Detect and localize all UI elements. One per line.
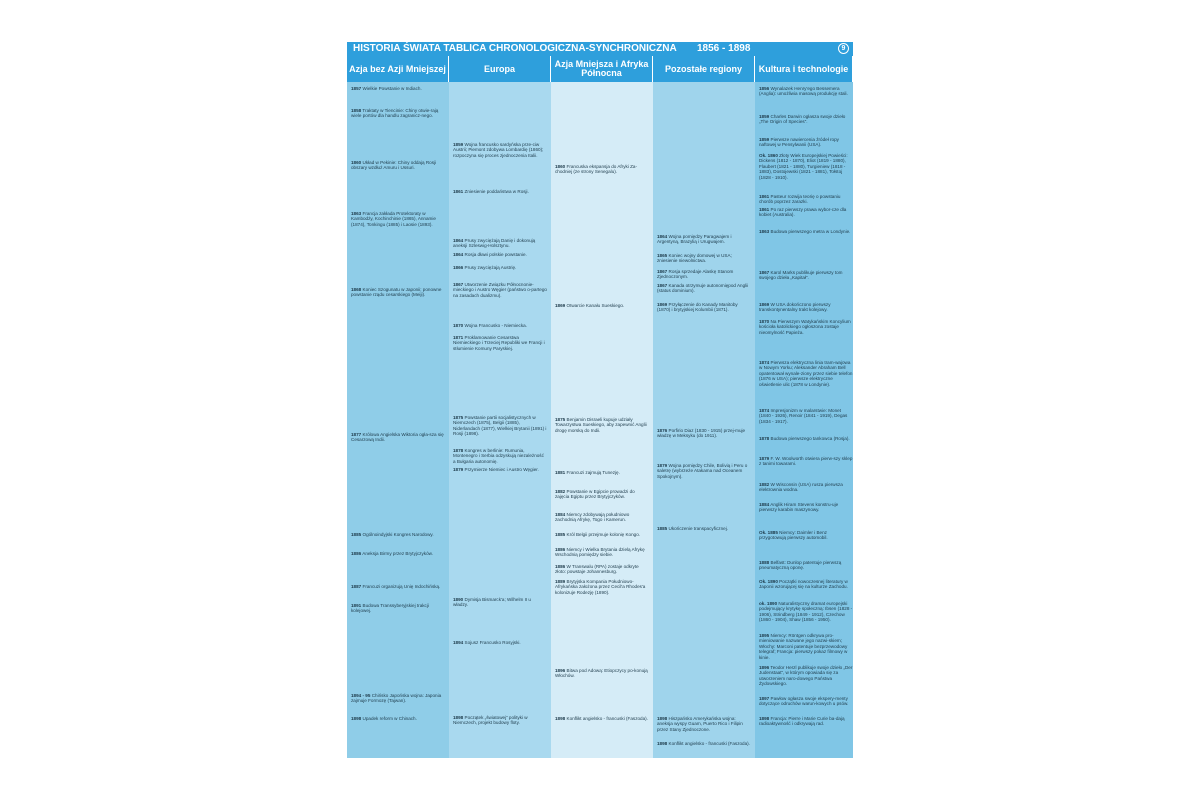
column-asia-minor-africa — [551, 56, 653, 758]
event-year: 1875 — [453, 415, 464, 420]
event-text: Przyłączenie do Kanady Manitoby (1870) i brytyjskiej Kolumbii (1871). — [657, 302, 738, 313]
timeline-event — [759, 360, 853, 387]
timeline-event — [453, 467, 547, 472]
timeline-event — [759, 482, 853, 493]
event-text: Francja: Pierre i Marie Curie ba-dają radioaktywność i odkrywają rad. — [759, 716, 845, 727]
timeline-event — [351, 693, 445, 704]
page-title: HISTORIA ŚWIATA TABLICA CHRONOLOGICZNA-SYNCHRONICZNA — [353, 43, 677, 54]
timeline-event — [759, 319, 853, 335]
column-header: Azja bez Azji Mniejszej — [347, 56, 449, 82]
event-text: Bitwa pod Adową: Etiopczycy po-konują Włochów. — [555, 668, 648, 679]
timeline-event — [555, 547, 649, 558]
event-text: Francja zakłada Protektoraty w Kambodży, Kochinchinie (1865), Annamie (1874), Tonkingu (1885) i Laosie (1893). — [351, 211, 436, 227]
event-year: 1859 — [759, 137, 770, 142]
event-text: Prusy zwyciężają Austrię. — [463, 265, 517, 270]
event-text: Niemcy i Wielka Brytania dzielą Afrykę Wschodnią pomiędzy siebie. — [555, 547, 645, 558]
timeline-event — [453, 448, 547, 464]
event-text: Zniesienie poddaństwa w Rosji. — [463, 189, 529, 194]
timeline-event — [555, 303, 649, 308]
event-year: 1861 — [759, 207, 770, 212]
event-year: 1861 — [453, 189, 464, 194]
event-year: 1859 — [759, 114, 770, 119]
event-year: 1867 — [759, 270, 770, 275]
timeline-event — [555, 532, 649, 537]
event-text: Pasteur rozwija teorię o powstaniu chorób poprzez zarazki. — [759, 194, 841, 205]
event-text: Utworzenie Związku Północnonie-mieckiego i Austro Węgier (państwo o-partego na zasadach dualizmu). — [453, 282, 547, 298]
event-text: Belfast: Dunlop patentuje pierwszą pneumatyczną oponę. — [759, 560, 842, 571]
event-year: 1861 — [759, 194, 770, 199]
timeline-event — [759, 194, 853, 205]
timeline-event — [657, 253, 751, 264]
timeline-event — [759, 665, 853, 687]
timeline-event — [555, 470, 649, 475]
event-year: 1869 — [759, 302, 770, 307]
event-text: Kongres w berlinie: Rumunia, Montenegro i Serbia odzyskują niezależność a Bułgaria autonomię. — [453, 448, 544, 464]
event-text: Karol Marks publikuje pierwszy tom swojego dzieła „Kapitał”. — [759, 270, 843, 281]
timeline-event — [657, 716, 751, 732]
timeline-event — [453, 335, 547, 351]
event-text: Upadek reform w Chinach. — [361, 716, 417, 721]
event-year: 1885 — [351, 532, 362, 537]
timeline-event — [555, 668, 649, 679]
event-text: Anglik Hiram Stevens konstru-uje pierwszy karabin maszynowy. — [759, 502, 839, 513]
timeline-event — [351, 532, 445, 537]
timeline-event — [453, 238, 547, 249]
timeline-event — [759, 270, 853, 281]
event-year: 1898 — [453, 715, 464, 720]
timeline-event — [759, 86, 853, 97]
event-text: Rosja sprzedaje Alaskę Stanom Zjednoczonym. — [657, 269, 734, 280]
timeline-event — [453, 597, 547, 608]
event-text: Układ w Pekinie: Chiny oddają Rosji obszary wzdłuż Amuru i Ussuri. — [351, 160, 437, 171]
event-text: Wojna pomiędzy Chile, Bolivią i Peru o saletrę (wybrzeże Atakama nad Oceanem Spokojnym). — [657, 463, 748, 479]
event-year: 1886 — [555, 564, 566, 569]
event-year: 1896 — [555, 668, 566, 673]
event-text: Wojna francusko sardyńska prze-ciw Austrii; Piemont zdobywa Lombardię (1860); rozpoczyna się proces zjednoczenia Italii. — [453, 142, 544, 158]
event-text: Pierwsze nawiercenia źródeł ropy naftowej w Pensylwanii (USA). — [759, 137, 839, 148]
column-culture-technology — [755, 56, 853, 758]
event-year: 1882 — [759, 482, 770, 487]
event-year: 1891 — [351, 603, 362, 608]
event-year: 1887 — [351, 584, 362, 589]
column-header: Azja Mniejsza i Afryka Północna — [551, 56, 653, 82]
event-text: Pierwsza elektryczna linia tram-wajowa w Nowym Yorku; Aleksander Abraham Bell opatentował wynale-ziony przez siebie telefon (1876 w USA); pierwsze elektryczne oświetlenie ulic (1878 w Londynie). — [759, 360, 853, 387]
event-year: 1897 — [759, 696, 770, 701]
column-europe — [449, 56, 551, 758]
event-text: Traktaty w Tiencinie: Chiny otwie-rają wiele portów dla handlu zagranicz-nego. — [351, 108, 439, 119]
event-year: 1884 — [555, 512, 566, 517]
event-year: 1888 — [759, 560, 770, 565]
column-header: Pozostałe regiony — [653, 56, 755, 82]
event-text: Proklamowanie Cesarstwa Niemieckiego i Trzeciej Republiki we Francji i stłumienie Komuny Paryskiej. — [453, 335, 545, 351]
timeline-event — [657, 741, 751, 746]
event-text: W Transwalu (RPA) zostaje odkryte złoto: powstaje Johannesburg. — [555, 564, 639, 575]
event-year: 1860 — [351, 160, 362, 165]
event-year: 1879 — [453, 467, 464, 472]
event-year: 1869 — [555, 303, 566, 308]
timeline-event — [453, 282, 547, 298]
event-year: 1896 — [759, 665, 770, 670]
timeline-event — [351, 108, 445, 119]
timeline-event — [351, 432, 445, 443]
event-year: 1856 — [759, 86, 770, 91]
event-year: Ok. 1860 — [759, 153, 778, 158]
timeline-event — [657, 526, 751, 531]
event-year: 1857 — [351, 86, 362, 91]
event-text: Otwarcie Kanału Sueskiego. — [565, 303, 625, 308]
event-text: W USA dokończono pierwszy transkontynentalny trakt kolejowy. — [759, 302, 831, 313]
event-text: Początki nowoczesnej literatury w Japonii wzorującej się na kulturze Zachodu. — [759, 579, 848, 590]
event-year: Ok. 1885 — [759, 530, 778, 535]
event-text: Kanada otrzymuje autonomiępod Anglii (status dominium). — [657, 283, 749, 294]
event-text: Dymisja Bismarck'a; Wilhelm II u władzy. — [453, 597, 531, 608]
event-text: Francuzi organizują Unię Indochińską. — [361, 584, 441, 589]
event-year: 1874 — [759, 408, 770, 413]
event-text: Francuzi zajmują Tunezję. — [565, 470, 620, 475]
event-year: 1877 — [351, 432, 362, 437]
timeline-event — [759, 153, 853, 180]
event-year: 1886 — [351, 551, 362, 556]
event-year: 1874 — [759, 360, 770, 365]
event-text: Wojna pomiędzy Paragwajem i Argentyną, Brazylią i Urugwajem. — [657, 234, 732, 245]
event-text: W Wisconsin (USA) rusza pierwsza elektrownia wodna. — [759, 482, 843, 493]
event-year: 1898 — [759, 716, 770, 721]
event-year: 1870 — [759, 319, 770, 324]
timeline-event — [351, 160, 445, 171]
timeline-event — [759, 530, 853, 541]
event-text: Aneksja Birmy przez Brytyjczyków. — [361, 551, 433, 556]
event-text: Hiszpańsko Amerykańska wojna: aneksja wyspy Guam, Puerto Rico i Filipin przez Stany Zjednoczone. — [657, 716, 743, 732]
event-year: 1864 — [453, 238, 464, 243]
timeline-event — [759, 408, 853, 424]
event-year: 1868 — [351, 287, 362, 292]
timeline-event — [351, 716, 445, 721]
event-text: Niemcy: Röntgen odkrywa pro-mieniowanie nazwane jego nazwi-skiem; Włochy: Marconi patentuje bezprzewodowy telegraf; Francja: pierwszy pokaz filmowy w kinie. — [759, 633, 848, 660]
timeline-event — [555, 512, 649, 523]
event-text: Wynalazek Henry'ego Bessemera (Anglia): umożliwia masową produkcję stali. — [759, 86, 848, 97]
event-year: 1863 — [351, 211, 362, 216]
event-text: Złoty Wiek Europejskiej Powieści: Dickens (1812 - 1870), Eliot (1819 - 1880), Flaubert (1821 - 1880), Turgieniew (1818 - 1883), Dostojewski (1821 - 1881), Tołstoj (1828 - 1910). — [759, 153, 848, 180]
event-year: 1882 — [555, 489, 566, 494]
event-year: 1879 — [759, 456, 770, 461]
page-header — [347, 42, 853, 56]
event-year: Ok. 1890 — [759, 579, 778, 584]
event-text: Niemcy zdobywają południowo zachodnią Afrykę, Togo i Kamerun. — [555, 512, 630, 523]
event-text: Pawłow ogłasza swoje ekspery-menty dotyczące odruchów warun-kowych u psów. — [759, 696, 849, 707]
timeline-event — [657, 302, 751, 313]
timeline-event — [351, 603, 445, 614]
column-asia — [347, 56, 449, 758]
event-text: F. W. Woolworth otwiera pierw-szy sklep z tanimi towarami. — [759, 456, 853, 467]
timeline-event — [453, 189, 547, 194]
event-year: 1878 — [759, 436, 770, 441]
event-year: 1860 — [555, 164, 566, 169]
event-year: 1864 — [657, 234, 668, 239]
event-text: Ogólnoindyjski Kongres Narodowy. — [361, 532, 434, 537]
timeline-event — [759, 137, 853, 148]
timeline-event — [351, 584, 445, 589]
timeline-event — [351, 86, 445, 91]
event-year: 1898 — [657, 716, 668, 721]
event-year: 1859 — [453, 142, 464, 147]
event-text: Koniec Szogunatu w Japonii; ponowne powstanie rządu cesarskiego (Meiji). — [351, 287, 442, 298]
event-text: Porfirio Diaz (1830 - 1915) przej-muje władzę w Meksyku (do 1911). — [657, 428, 746, 439]
event-text: Charles Darwin ogłasza swoje dzieło „The Origin of Species”. — [759, 114, 846, 125]
event-year: 1890 — [453, 597, 464, 602]
timeline-event — [453, 265, 547, 270]
event-text: Teodor Herzl publikuje swoje dzieło „Der Judenstaat”, w którym opowiada się za utworzeniem naro-dowego Państwa Żydowskiego. — [759, 665, 853, 687]
event-text: Ukończenie transpacyficznej. — [667, 526, 729, 531]
event-text: Naturalistyczny dramat europejski podejmujący krytykę społeczną: Ibsen (1828 - 1906), Strindberg (1849 - 1912), Czechow (1860 - 1904), Shaw (1856 - 1950). — [759, 601, 853, 623]
timeline-event — [453, 640, 547, 645]
column-header: Kultura i technologie — [755, 56, 853, 82]
event-text: Na Pierwszym Watykańskim Koncylium kościoła katolickiego ogłoszona zostaje nieomylność Papieża. — [759, 319, 851, 335]
event-text: Chińsko Japońska wojna: Japonia zajmuje Formozę (Tajwan). — [351, 693, 442, 704]
event-text: Budowa pierwszego tankowca (Rosja). — [769, 436, 850, 441]
timeline-event — [759, 502, 853, 513]
event-text: Francuska ekspansja do Afryki Za-chodniej (ze strony Senegalu). — [555, 164, 637, 175]
event-text: Sojusz Francusko Rosyjski. — [463, 640, 521, 645]
event-text: Brytyjska Kompania Południowo-Afrykańska założona przez Cecil'a Rhodes'a kolonizuje Rodezję (1890). — [555, 579, 646, 595]
event-year: 1894 — [453, 640, 464, 645]
timeline-event — [759, 601, 853, 623]
timeline-event — [759, 579, 853, 590]
event-text: Budowa pierwszego metra w Londynie. — [769, 229, 851, 234]
event-year: 1884 — [759, 502, 770, 507]
event-text: Powstanie w Egipcie prowadzi do zajęcia Egiptu przez Brytyjczyków. — [555, 489, 635, 500]
event-year: 1889 — [555, 579, 566, 584]
event-year: ok. 1890 — [759, 601, 778, 606]
timeline-event — [657, 234, 751, 245]
event-text: Konflikt angielsko - francuski (Faszoda). — [565, 716, 648, 721]
event-year: 1865 — [657, 253, 668, 258]
event-year: 1870 — [453, 323, 464, 328]
event-text: Koniec wojny domowej w USA; zniesienie niewolnictwa. — [657, 253, 732, 264]
timeline-event — [759, 716, 853, 727]
timeline-event — [351, 211, 445, 227]
timeline-event — [351, 287, 445, 298]
page-number: 9 — [838, 43, 849, 54]
timeline-event — [657, 269, 751, 280]
timeline-event — [759, 114, 853, 125]
timeline-sheet — [347, 42, 853, 758]
event-year: 1898 — [351, 716, 362, 721]
event-year: 1898 — [657, 741, 668, 746]
event-text: Budowa Transsyberyjskiej trakcji kolejowej. — [351, 603, 429, 614]
event-text: Król Belgii przejmuje kolonię Kongo. — [565, 532, 641, 537]
timeline-event — [453, 252, 547, 257]
event-year: 1885 — [657, 526, 668, 531]
event-year: 1864 — [453, 252, 464, 257]
event-text: Prusy zwyciężają Danię i dokonują aneksji Szleswig-Holsztynu. — [453, 238, 536, 249]
column-header: Europa — [449, 56, 551, 82]
event-text: Niemcy: Daimler i Benz przygotowują pierwszy automobil. — [759, 530, 828, 541]
event-year: 1885 — [555, 532, 566, 537]
timeline-event — [453, 715, 547, 726]
timeline-event — [453, 142, 547, 158]
timeline-event — [555, 716, 649, 721]
event-text: Impresjonizm w malarstwie: Monet (1840 - 1926), Renoir (1841 - 1919), Degas (1834 - 1917). — [759, 408, 848, 424]
timeline-event — [555, 579, 649, 595]
event-text: Wielkie Powstanie w Indiach. — [361, 86, 422, 91]
timeline-event — [657, 428, 751, 439]
event-text: Początek „światowej” polityki w Niemczech, projekt budowy floty. — [453, 715, 528, 726]
event-year: 1894 - 95 — [351, 693, 371, 698]
timeline-event — [453, 415, 547, 437]
timeline-event — [453, 323, 547, 328]
timeline-event — [555, 164, 649, 175]
event-text: Rosja dławi polskie powstanie. — [463, 252, 527, 257]
event-year: 1875 — [555, 417, 566, 422]
event-year: 1866 — [453, 265, 464, 270]
event-year: 1867 — [453, 282, 464, 287]
event-year: 1879 — [657, 463, 668, 468]
event-year: 1867 — [657, 269, 668, 274]
timeline-event — [759, 207, 853, 218]
timeline-event — [555, 564, 649, 575]
event-year: 1867 — [657, 283, 668, 288]
event-year: 1881 — [555, 470, 566, 475]
timeline-event — [759, 560, 853, 571]
timeline-event — [759, 302, 853, 313]
timeline-event — [555, 417, 649, 433]
column-other-regions — [653, 56, 755, 758]
event-text: Konflikt angielsko - francuski (Faszoda). — [667, 741, 750, 746]
event-year: 1878 — [453, 448, 464, 453]
event-year: 1863 — [759, 229, 770, 234]
event-year: 1886 — [555, 547, 566, 552]
timeline-event — [759, 456, 853, 467]
event-text: Królowa Angielska Wiktoria ogła-sza się Cesarzową Indii. — [351, 432, 444, 443]
timeline-event — [759, 696, 853, 707]
event-year: 1858 — [351, 108, 362, 113]
event-text: Powstanie partii socjalistycznych w Niemczech (1875), Belgii (1885), Niderlandach (1877), Wielkiej Brytanii (1891) i Rosji (1898). — [453, 415, 547, 437]
timeline-event — [555, 489, 649, 500]
event-text: Po raz pierwszy prawa wybor-cze dla kobiet (Australia). — [759, 207, 847, 218]
year-range: 1856 - 1898 — [697, 43, 751, 54]
event-year: 1876 — [657, 428, 668, 433]
event-year: 1895 — [759, 633, 770, 638]
event-year: 1871 — [453, 335, 464, 340]
event-year: 1898 — [555, 716, 566, 721]
timeline-event — [657, 283, 751, 294]
timeline-event — [657, 463, 751, 479]
event-text: Benjamin Disraeli kupuje udziały Towarzystwa Sueskiego, aby zapewnić Anglii drogę morską do Indii. — [555, 417, 647, 433]
timeline-event — [351, 551, 445, 556]
event-text: Przymierze Niemiec i Austro Węgier. — [463, 467, 539, 472]
event-year: 1869 — [657, 302, 668, 307]
timeline-event — [759, 633, 853, 660]
event-text: Wojna Francusko - Niemiecka. — [463, 323, 527, 328]
timeline-event — [759, 436, 853, 441]
timeline-event — [759, 229, 853, 234]
